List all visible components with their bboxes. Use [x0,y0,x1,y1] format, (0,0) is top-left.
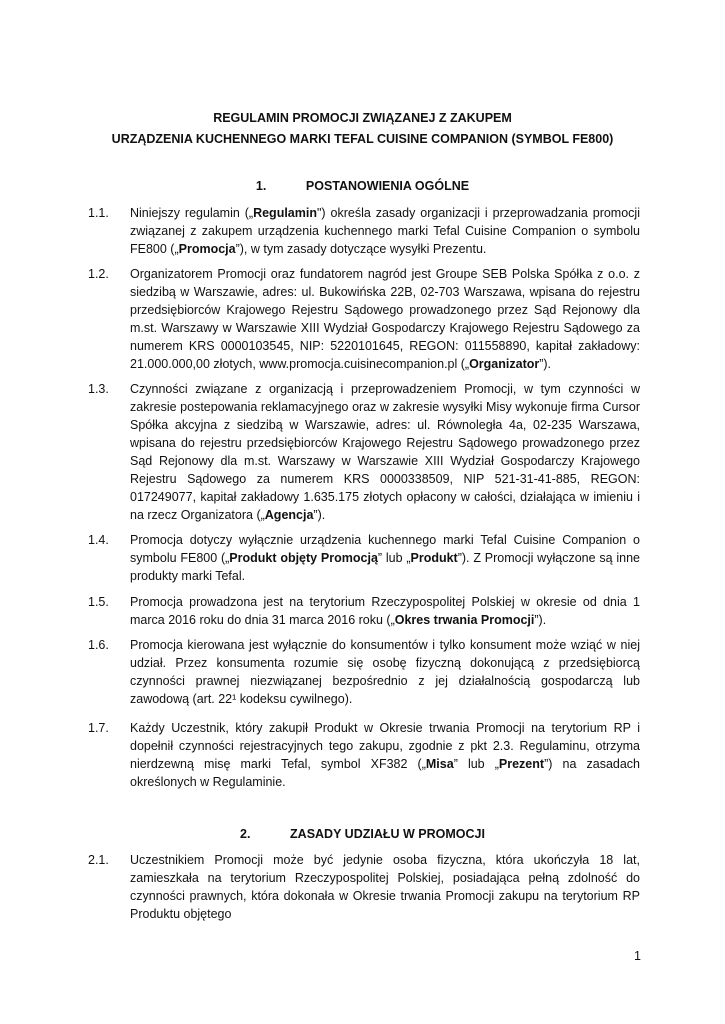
title-line-2: URZĄDZENIA KUCHENNEGO MARKI TEFAL CUISINE COMPANION (SYMBOL FE800) [111,132,614,146]
paragraph-number: 1.4. [88,533,109,547]
section-title: ZASADY UDZIAŁU W PROMOCJI [290,827,485,841]
section-number: 1. [255,179,267,193]
paragraph-text: Promocja kierowana jest wyłącznie do konsumentów i tylko konsument może wziąć w niej udział. Przez konsumenta rozumie się osobę fizyczną dokonującą z przedsiębiorcą czynności prawnej niezwiązanej bezpośrednio z jej działalnością gospodarczą lub zawodową (art. 22¹ kodeksu cywilnego). [130,638,640,706]
paragraph-text: Uczestnikiem Promocji może być jedynie osoba fizyczna, która ukończyła 18 lat, zamieszkała na terytorium Rzeczypospolitej Polskiej, posiadająca pełną zdolność do czynności prawnych, która dokonała w Okresie trwania Promocji zakupu na terytorium RP Produktu objętego [130,853,640,921]
section-title: POSTANOWIENIA OGÓLNE [305,179,470,193]
section-heading-2 [60,825,665,843]
section-number: 2. [240,827,251,841]
paragraph-number: 1.6. [88,638,109,652]
document-title [60,108,665,150]
page-number: 1 [634,949,641,963]
paragraph-number: 1.7. [88,721,109,735]
paragraph-number: 1.5. [88,595,109,609]
paragraph-number: 2.1. [88,853,109,867]
paragraph-text: Każdy Uczestnik, który zakupił Produkt w Okresie trwania Promocji na terytorium RP i dopełnił czynności rejestracyjnych tego zakupu, zgodnie z pkt 2.3. Regulaminu, otrzyma nierdzewną misę marki Tefal, symbol XF382 („Misa” lub „Prezent”) na zasadach określonych w Regulaminie. [130,721,641,789]
paragraph-text: Promocja prowadzona jest na terytorium Rzeczypospolitej Polskiej w okresie od dnia 1 marca 2016 roku do dnia 31 marca 2016 roku („Okres trwania Promocji”). [130,595,640,627]
paragraph-text: Promocja dotyczy wyłącznie urządzenia kuchennego marki Tefal Cuisine Companion o symbolu FE800 („Produkt objęty Promocją” lub „Produkt”). Z Promocji wyłączone są inne produkty marki Tefal. [130,533,640,583]
paragraph-text: Niniejszy regulamin („Regulamin") określa zasady organizacji i przeprowadzania promocji związanej z zakupem urządzenia kuchennego marki Tefal Cuisine Companion o symbolu FE800 („Promocja”), w tym zasady dotyczące wysyłki Prezentu. [130,206,640,256]
paragraph-number: 1.2. [88,267,109,281]
paragraph-number: 1.1. [88,206,109,220]
paragraph-text: Czynności związane z organizacją i przeprowadzeniem Promocji, w tym czynności w zakresie postepowania reklamacyjnego oraz w zakresie wysyłki Misy wykonuje firma Cursor Spółka akcyjna z siedzibą w Warszawie, adres: ul. Równoległa 4a, 02-235 Warszawa, wpisana do rejestru przedsiębiorców Krajowego Rejestru Sądowego prowadzonego przez Sąd Rejonowy dla m.st. Warszawy w Warszawie XIII Wydział Gospodarczy Krajowego Rejestru Sądowego za numerem KRS 0000338509, NIP 521-31-41-885, REGON: 017249077, kapitał zakładowy 1.635.175 złotych opłacony w całości, działająca w imieniu i na rzecz Organizatora („Agencja”). [130,382,640,522]
section-heading-1 [60,177,665,195]
title-line-1: REGULAMIN PROMOCJI ZWIĄZANEJ Z ZAKUPEM [213,111,512,125]
paragraph-text: Organizatorem Promocji oraz fundatorem nagród jest Groupe SEB Polska Spółka z o.o. z siedzibą w Warszawie, adres: ul. Bukowińska 22B, 02-703 Warszawa, wpisana do rejestru przedsiębiorców Krajowego Rejestru Sądowego prowadzonego przez Sąd Rejonowy dla m.st. Warszawy w Warszawie XIII Wydział Gospodarczy Krajowego Rejestru Sądowego za numerem KRS 0000103545, NIP: 5220101645, REGON: 011558890, kapitał zakładowy: 21.000.000,00 złotych, www.promocja.cuisinecompanion.pl („Organizator”). [130,267,640,371]
paragraph-number: 1.3. [88,382,109,396]
